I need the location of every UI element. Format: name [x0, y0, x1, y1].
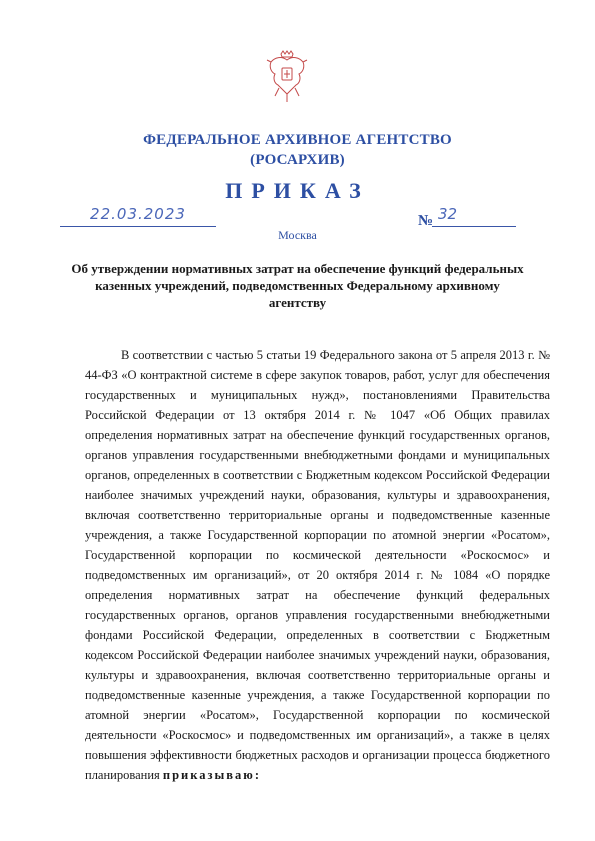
order-preamble [85, 345, 550, 785]
order-date: 22.03.2023 [90, 205, 186, 223]
coat-of-arms-icon [265, 50, 309, 104]
agency-abbreviation: (РОСАРХИВ) [250, 152, 345, 168]
agency-name: ФЕДЕРАЛЬНОЕ АРХИВНОЕ АГЕНТСТВО [143, 132, 452, 148]
number-underline [432, 226, 516, 227]
preamble-text: В соответствии с частью 5 статьи 19 Федерального закона от 5 апреля 2013 г. № 44-ФЗ «О контрактной системе в сфере закупок товаров, работ, услуг для обеспечения государственных и муниципальных нужд», постановлениями Правительства Российской Федерации от 13 октября 2014 г. № 1047 «Об Общих правилах определения нормативных затрат на обеспечение функций государственных органов, органов управления государственными внебюджетными фондами и муниципальных органов, определенных в соответствии с Бюджетным кодексом Российской Федерации наиболее значимых учреждений науки, образования, культуры и здравоохранения, включая соответственно территориальные органы и подведомственные казенные учреждения, а также Государственной корпорации по атомной энергии «Росатом», Государственной корпорации по космической деятельности «Роскосмос» и подведомственных им организаций», от 20 октября 2014 г. № 1084 «О порядке определения нормативных затрат на обеспечение функций федеральных государственных органов, органов управления государственными внебюджетными фондами Российской Федерации, определенных в соответствии с Бюджетным кодексом Российской Федерации наиболее значимых учреждений науки, образования, культуры и здравоохранения, включая соответственно территориальные органы и подведомственные казенные учреждения, а также Государственной корпорации по атомной энергии «Росатом», Государственной корпорации по космической деятельности «Роскосмос» и подведомственных им организаций», а также в целях повышения эффективности бюджетных расходов и организации процесса бюджетного планирования [85, 348, 550, 782]
order-number: 32 [438, 205, 458, 223]
order-body [85, 345, 550, 785]
order-command: приказываю: [162, 768, 262, 782]
document-type: ПРИКАЗ [225, 178, 370, 203]
order-title: Об утверждении нормативных затрат на обеспечение функций федеральных казенных учреждений, подведомственных Федеральному архивному агентству [71, 261, 524, 310]
date-underline [60, 226, 216, 227]
number-label: № [418, 213, 434, 229]
city: Москва [278, 228, 317, 242]
